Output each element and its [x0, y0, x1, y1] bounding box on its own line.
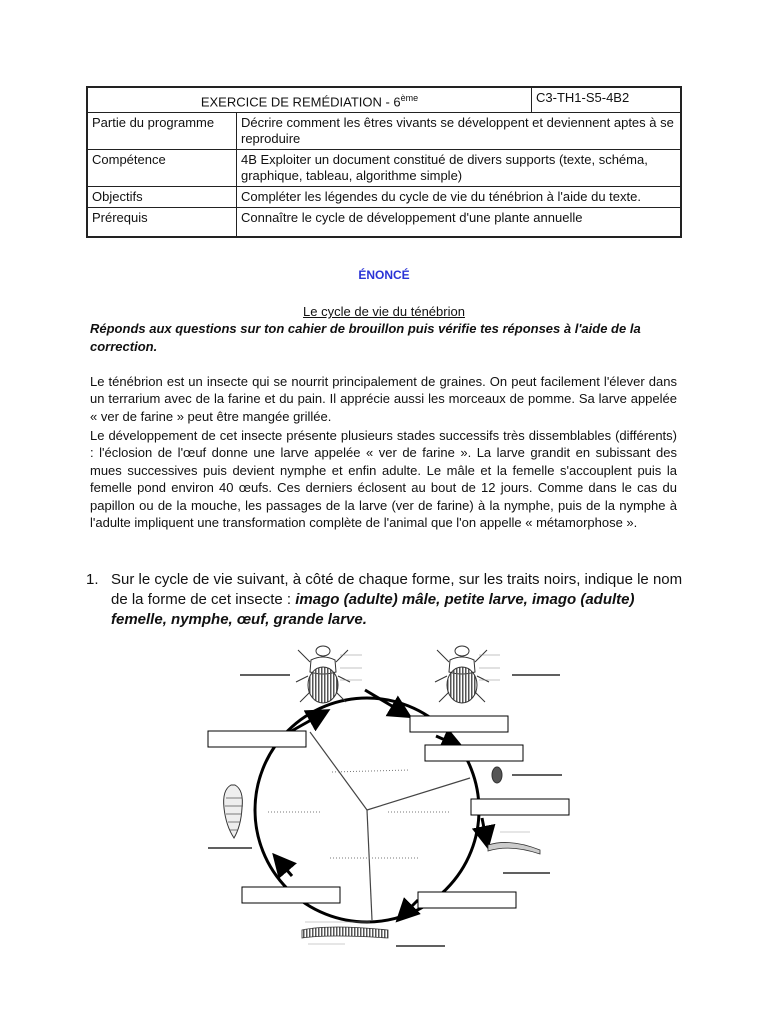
- label-box: [418, 892, 516, 908]
- row-label-programme: Partie du programme: [87, 113, 237, 150]
- arrow: [280, 862, 292, 876]
- row-value-competence: 4B Exploiter un document constitué de divers supports (texte, schéma, graphique, tableau, algorithme simple): [237, 150, 682, 187]
- row-value-objectifs: Compléter les légendes du cycle de vie du ténébrion à l'aide du texte.: [237, 187, 682, 208]
- pupa-drawing: [224, 785, 243, 838]
- label-box: [410, 716, 508, 732]
- question-number: 1.: [86, 571, 99, 588]
- large-larva-drawing: [302, 922, 388, 944]
- row-label-prerequis: Prérequis: [87, 208, 237, 238]
- row-value-programme: Décrire comment les êtres vivants se développent et deviennent aptes à se reproduire: [237, 113, 682, 150]
- paragraph-1: Le ténébrion est un insecte qui se nourrit principalement de graines. On peut facilement l'élever dans un terrarium avec de la farine et du pain. Il apprécie aussi les morceaux de pomme. Sa larve appelée « ver de farine » peut être mangée grillée.: [90, 374, 677, 424]
- divider-line: [310, 732, 367, 810]
- label-box: [242, 887, 340, 903]
- paragraph-2: Le développement de cet insecte présente plusieurs stades successifs très dissemblables (différents) : l'éclosion de l'œuf donne une larve appelée « ver de farine ». La larve grandit en subissant des mues successives puis devient nymphe et enfin adulte. Le mâle et la femelle s'accouplent puis la femelle pond environ 40 œufs. Ces derniers éclosent au bout de 12 jours. Comme dans le cas du papillon ou de la mouche, les passages de la larve (ver de farine) à la nymphe, puis de la nymphe à l'adulte impliquent une transformation complète de l'animal que l'on appelle « métamorphose ».: [90, 428, 677, 531]
- label-box: [425, 745, 523, 761]
- section-heading: ÉNONCÉ: [358, 268, 410, 282]
- label-box: [471, 799, 569, 815]
- sector-dotted-line: [332, 770, 410, 772]
- beetle-female-drawing: [435, 646, 500, 703]
- subtitle: Le cycle de vie du ténébrion: [303, 304, 465, 319]
- exercise-code: C3-TH1-S5-4B2: [532, 87, 682, 113]
- divider-line: [367, 810, 372, 920]
- egg-drawing: [492, 767, 502, 783]
- small-larva-drawing: [488, 832, 540, 854]
- row-label-objectifs: Objectifs: [87, 187, 237, 208]
- row-value-prerequis: Connaître le cycle de développement d'une plante annuelle: [237, 208, 682, 238]
- beetle-male-drawing: [296, 646, 362, 703]
- question-text: Sur le cycle de vie suivant, à côté de chaque forme, sur les traits noirs, indique le nom de la forme de cet insecte :: [111, 571, 683, 608]
- divider-line: [367, 778, 470, 810]
- arrow: [482, 818, 486, 838]
- row-label-competence: Compétence: [87, 150, 237, 187]
- question-answers: imago (adulte) mâle, petite larve, imago (adulte) femelle, nymphe, œuf, grande larve.: [111, 591, 635, 628]
- instructions: Réponds aux questions sur ton cahier de brouillon puis vérifie tes réponses à l'aide de la correction.: [90, 321, 641, 354]
- label-box: [208, 731, 306, 747]
- exercise-title: EXERCICE DE REMÉDIATION - 6ème: [87, 87, 532, 113]
